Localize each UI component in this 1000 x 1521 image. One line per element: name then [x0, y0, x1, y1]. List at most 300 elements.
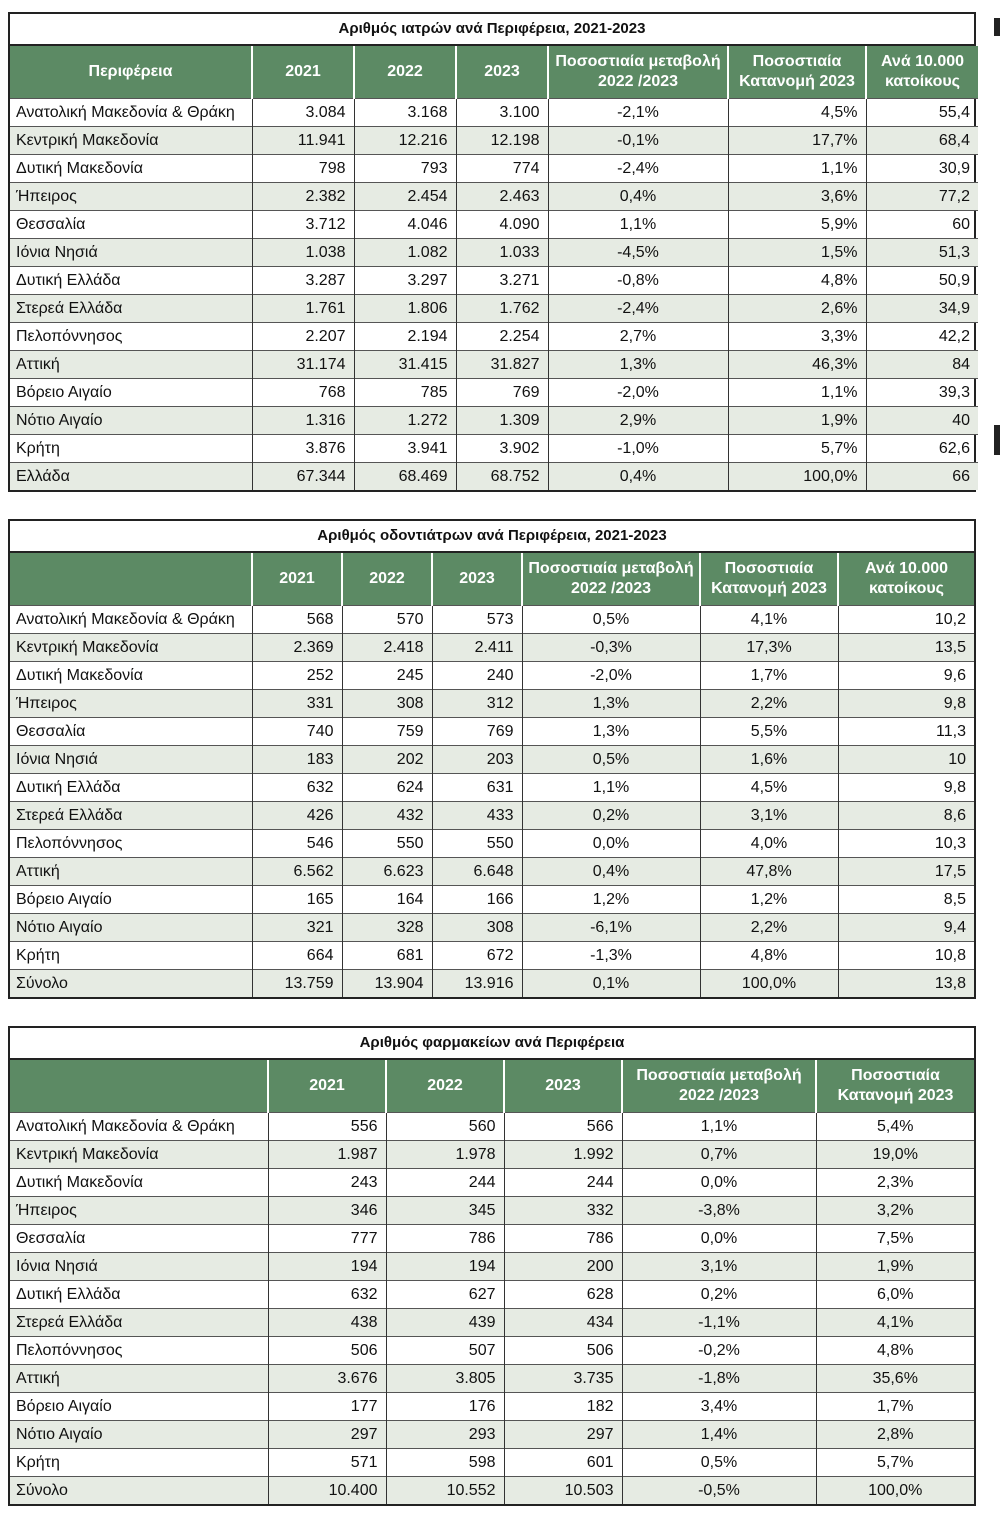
- value-cell: 2,3%: [816, 1169, 974, 1197]
- value-cell: 46,3%: [728, 351, 866, 379]
- region-name-cell: Σύνολο: [10, 970, 252, 998]
- value-cell: 1,3%: [548, 351, 728, 379]
- value-cell: -6,1%: [522, 914, 700, 942]
- column-header: 2022: [342, 553, 432, 606]
- column-header: Ποσοστιαία μεταβολή 2022 /2023: [622, 1060, 816, 1113]
- value-cell: 42,2: [866, 323, 978, 351]
- region-name-cell: Κρήτη: [10, 435, 252, 463]
- value-cell: 194: [386, 1253, 504, 1281]
- value-cell: 0,4%: [548, 183, 728, 211]
- dentists-grid: [10, 553, 974, 997]
- value-cell: 77,2: [866, 183, 978, 211]
- value-cell: 177: [268, 1393, 386, 1421]
- value-cell: 3,2%: [816, 1197, 974, 1225]
- value-cell: 2,9%: [548, 407, 728, 435]
- table-row: [10, 407, 978, 435]
- value-cell: 672: [432, 942, 522, 970]
- region-name-cell: Δυτική Μακεδονία: [10, 662, 252, 690]
- table-row: [10, 1253, 974, 1281]
- value-cell: 0,0%: [522, 830, 700, 858]
- value-cell: 3.876: [252, 435, 354, 463]
- value-cell: 13.759: [252, 970, 342, 998]
- value-cell: 631: [432, 774, 522, 802]
- value-cell: 17,7%: [728, 127, 866, 155]
- value-cell: 10.400: [268, 1477, 386, 1505]
- pharmacies-table: [8, 1026, 976, 1506]
- region-name-cell: Στερεά Ελλάδα: [10, 802, 252, 830]
- column-header: 2021: [268, 1060, 386, 1113]
- value-cell: 34,9: [866, 295, 978, 323]
- value-cell: 2,6%: [728, 295, 866, 323]
- table-row: [10, 886, 974, 914]
- value-cell: 345: [386, 1197, 504, 1225]
- table-row: [10, 435, 978, 463]
- value-cell: 560: [386, 1113, 504, 1141]
- region-name-cell: Βόρειο Αιγαίο: [10, 379, 252, 407]
- value-cell: 632: [252, 774, 342, 802]
- value-cell: 1.806: [354, 295, 456, 323]
- value-cell: 100,0%: [728, 463, 866, 491]
- value-cell: 1.316: [252, 407, 354, 435]
- region-name-cell: Πελοπόννησος: [10, 830, 252, 858]
- pharmacies-grid: [10, 1060, 974, 1504]
- column-header: 2023: [432, 553, 522, 606]
- value-cell: 0,4%: [548, 463, 728, 491]
- value-cell: 0,5%: [522, 746, 700, 774]
- value-cell: 1,5%: [728, 239, 866, 267]
- value-cell: 5,7%: [728, 435, 866, 463]
- table-row: [10, 323, 978, 351]
- value-cell: 506: [504, 1337, 622, 1365]
- value-cell: 8,6: [838, 802, 974, 830]
- value-cell: 556: [268, 1113, 386, 1141]
- value-cell: 3,6%: [728, 183, 866, 211]
- value-cell: -0,1%: [548, 127, 728, 155]
- value-cell: 628: [504, 1281, 622, 1309]
- value-cell: 328: [342, 914, 432, 942]
- table-row: [10, 746, 974, 774]
- value-cell: -2,4%: [548, 155, 728, 183]
- doctors-grid: [10, 46, 978, 490]
- value-cell: 252: [252, 662, 342, 690]
- value-cell: -1,3%: [522, 942, 700, 970]
- value-cell: 245: [342, 662, 432, 690]
- value-cell: 9,8: [838, 774, 974, 802]
- value-cell: 4,5%: [728, 99, 866, 127]
- table-row: [10, 351, 978, 379]
- region-name-cell: Βόρειο Αιγαίο: [10, 1393, 268, 1421]
- table-row: [10, 379, 978, 407]
- column-header: Ανά 10.000 κατοίκους: [838, 553, 974, 606]
- value-cell: 1,1%: [548, 211, 728, 239]
- region-name-cell: Ανατολική Μακεδονία & Θράκη: [10, 99, 252, 127]
- value-cell: 0,5%: [622, 1449, 816, 1477]
- pharmacies-table-title: Αριθμός φαρμακείων ανά Περιφέρεια: [10, 1028, 974, 1060]
- value-cell: 31.827: [456, 351, 548, 379]
- value-cell: 632: [268, 1281, 386, 1309]
- value-cell: 3.168: [354, 99, 456, 127]
- region-name-cell: Δυτική Μακεδονία: [10, 155, 252, 183]
- value-cell: 346: [268, 1197, 386, 1225]
- region-name-cell: Κρήτη: [10, 942, 252, 970]
- value-cell: 31.174: [252, 351, 354, 379]
- value-cell: 5,5%: [700, 718, 838, 746]
- table-row: [10, 1365, 974, 1393]
- value-cell: 165: [252, 886, 342, 914]
- value-cell: 769: [456, 379, 548, 407]
- value-cell: 1,7%: [816, 1393, 974, 1421]
- value-cell: -3,8%: [622, 1197, 816, 1225]
- value-cell: 293: [386, 1421, 504, 1449]
- region-name-cell: Νότιο Αιγαίο: [10, 914, 252, 942]
- value-cell: 60: [866, 211, 978, 239]
- table-row: [10, 774, 974, 802]
- value-cell: 244: [504, 1169, 622, 1197]
- value-cell: 5,9%: [728, 211, 866, 239]
- value-cell: 798: [252, 155, 354, 183]
- value-cell: 432: [342, 802, 432, 830]
- value-cell: 769: [432, 718, 522, 746]
- page-edge-mark: [994, 18, 1000, 36]
- table-row: [10, 1421, 974, 1449]
- value-cell: 19,0%: [816, 1141, 974, 1169]
- value-cell: 3.297: [354, 267, 456, 295]
- value-cell: 321: [252, 914, 342, 942]
- column-header: 2022: [354, 46, 456, 99]
- value-cell: 84: [866, 351, 978, 379]
- table-row: [10, 1449, 974, 1477]
- value-cell: 1,1%: [622, 1113, 816, 1141]
- dentists-table: [8, 519, 976, 999]
- value-cell: 2.207: [252, 323, 354, 351]
- region-name-cell: Στερεά Ελλάδα: [10, 295, 252, 323]
- table-row: [10, 606, 974, 634]
- value-cell: 202: [342, 746, 432, 774]
- value-cell: 183: [252, 746, 342, 774]
- column-header: Ποσοστιαία Κατανομή 2023: [700, 553, 838, 606]
- column-header: 2021: [252, 46, 354, 99]
- column-header: 2021: [252, 553, 342, 606]
- value-cell: 13.904: [342, 970, 432, 998]
- value-cell: 10.503: [504, 1477, 622, 1505]
- region-name-cell: Δυτική Ελλάδα: [10, 1281, 268, 1309]
- value-cell: 2.463: [456, 183, 548, 211]
- table-row: [10, 1113, 974, 1141]
- value-cell: 438: [268, 1309, 386, 1337]
- value-cell: 1,3%: [522, 690, 700, 718]
- value-cell: 4,1%: [816, 1309, 974, 1337]
- value-cell: 4.046: [354, 211, 456, 239]
- value-cell: 550: [342, 830, 432, 858]
- doctors-table-body: [10, 99, 978, 491]
- value-cell: 2.411: [432, 634, 522, 662]
- value-cell: 1.978: [386, 1141, 504, 1169]
- value-cell: 10: [838, 746, 974, 774]
- value-cell: 433: [432, 802, 522, 830]
- value-cell: -0,5%: [622, 1477, 816, 1505]
- value-cell: -1,0%: [548, 435, 728, 463]
- value-cell: 13,8: [838, 970, 974, 998]
- dentists-table-title: Αριθμός οδοντιάτρων ανά Περιφέρεια, 2021-2023: [10, 521, 974, 553]
- value-cell: 598: [386, 1449, 504, 1477]
- value-cell: 0,5%: [522, 606, 700, 634]
- dentists-table-body: [10, 606, 974, 998]
- value-cell: 30,9: [866, 155, 978, 183]
- value-cell: 571: [268, 1449, 386, 1477]
- value-cell: -0,3%: [522, 634, 700, 662]
- table-row: [10, 1225, 974, 1253]
- value-cell: -2,0%: [548, 379, 728, 407]
- value-cell: 50,9: [866, 267, 978, 295]
- region-name-cell: Σύνολο: [10, 1477, 268, 1505]
- value-cell: 4.090: [456, 211, 548, 239]
- value-cell: 51,3: [866, 239, 978, 267]
- value-cell: 1,2%: [522, 886, 700, 914]
- value-cell: 176: [386, 1393, 504, 1421]
- value-cell: 1,7%: [700, 662, 838, 690]
- value-cell: 434: [504, 1309, 622, 1337]
- value-cell: 768: [252, 379, 354, 407]
- value-cell: 244: [386, 1169, 504, 1197]
- value-cell: 785: [354, 379, 456, 407]
- value-cell: 9,6: [838, 662, 974, 690]
- value-cell: 5,7%: [816, 1449, 974, 1477]
- region-name-cell: Κεντρική Μακεδονία: [10, 1141, 268, 1169]
- value-cell: 8,5: [838, 886, 974, 914]
- value-cell: 1,4%: [622, 1421, 816, 1449]
- doctors-table-title: Αριθμός ιατρών ανά Περιφέρεια, 2021-2023: [10, 14, 974, 46]
- value-cell: 68,4: [866, 127, 978, 155]
- value-cell: 1.761: [252, 295, 354, 323]
- table-row: [10, 239, 978, 267]
- region-name-cell: Κεντρική Μακεδονία: [10, 634, 252, 662]
- value-cell: 0,2%: [622, 1281, 816, 1309]
- region-name-cell: Ελλάδα: [10, 463, 252, 491]
- value-cell: 331: [252, 690, 342, 718]
- value-cell: 1,9%: [728, 407, 866, 435]
- column-header: [10, 1060, 268, 1113]
- value-cell: 664: [252, 942, 342, 970]
- value-cell: 0,0%: [622, 1169, 816, 1197]
- value-cell: 6.648: [432, 858, 522, 886]
- region-name-cell: Δυτική Ελλάδα: [10, 267, 252, 295]
- table-row: [10, 970, 974, 998]
- value-cell: 573: [432, 606, 522, 634]
- value-cell: 624: [342, 774, 432, 802]
- value-cell: 100,0%: [816, 1477, 974, 1505]
- value-cell: 100,0%: [700, 970, 838, 998]
- value-cell: -4,5%: [548, 239, 728, 267]
- value-cell: 166: [432, 886, 522, 914]
- value-cell: 0,2%: [522, 802, 700, 830]
- table-row: [10, 802, 974, 830]
- value-cell: 1,3%: [522, 718, 700, 746]
- table-row: [10, 1197, 974, 1225]
- value-cell: 10,8: [838, 942, 974, 970]
- table-row: [10, 1141, 974, 1169]
- value-cell: 2.369: [252, 634, 342, 662]
- value-cell: 4,0%: [700, 830, 838, 858]
- pharmacies-table-body: [10, 1113, 974, 1505]
- region-name-cell: Ιόνια Νησιά: [10, 1253, 268, 1281]
- value-cell: 312: [432, 690, 522, 718]
- value-cell: 2,8%: [816, 1421, 974, 1449]
- value-cell: 12.216: [354, 127, 456, 155]
- table-row: [10, 718, 974, 746]
- table-row: [10, 662, 974, 690]
- value-cell: 3.712: [252, 211, 354, 239]
- value-cell: -2,0%: [522, 662, 700, 690]
- table-row: [10, 267, 978, 295]
- region-name-cell: Κρήτη: [10, 1449, 268, 1477]
- column-header: Ανά 10.000 κατοίκους: [866, 46, 978, 99]
- value-cell: 4,8%: [728, 267, 866, 295]
- value-cell: 2,7%: [548, 323, 728, 351]
- value-cell: 11,3: [838, 718, 974, 746]
- value-cell: 1.987: [268, 1141, 386, 1169]
- value-cell: 297: [504, 1421, 622, 1449]
- value-cell: 426: [252, 802, 342, 830]
- table-row: [10, 463, 978, 491]
- region-name-cell: Αττική: [10, 1365, 268, 1393]
- value-cell: 6.562: [252, 858, 342, 886]
- value-cell: 67.344: [252, 463, 354, 491]
- value-cell: 4,1%: [700, 606, 838, 634]
- value-cell: 17,3%: [700, 634, 838, 662]
- value-cell: 2.382: [252, 183, 354, 211]
- value-cell: 55,4: [866, 99, 978, 127]
- value-cell: 13.916: [432, 970, 522, 998]
- column-header: 2023: [456, 46, 548, 99]
- value-cell: 203: [432, 746, 522, 774]
- column-header: 2023: [504, 1060, 622, 1113]
- value-cell: 308: [342, 690, 432, 718]
- value-cell: 4,5%: [700, 774, 838, 802]
- region-name-cell: Ιόνια Νησιά: [10, 239, 252, 267]
- region-name-cell: Ανατολική Μακεδονία & Θράκη: [10, 1113, 268, 1141]
- value-cell: 1,1%: [728, 379, 866, 407]
- table-row: [10, 914, 974, 942]
- region-name-cell: Νότιο Αιγαίο: [10, 407, 252, 435]
- value-cell: 3,1%: [622, 1253, 816, 1281]
- value-cell: 759: [342, 718, 432, 746]
- region-name-cell: Ιόνια Νησιά: [10, 746, 252, 774]
- table-row: [10, 1169, 974, 1197]
- value-cell: 3.287: [252, 267, 354, 295]
- value-cell: 3,4%: [622, 1393, 816, 1421]
- region-name-cell: Θεσσαλία: [10, 1225, 268, 1253]
- table-row: [10, 858, 974, 886]
- table-row: [10, 211, 978, 239]
- value-cell: 786: [504, 1225, 622, 1253]
- region-name-cell: Θεσσαλία: [10, 211, 252, 239]
- value-cell: 194: [268, 1253, 386, 1281]
- value-cell: 9,8: [838, 690, 974, 718]
- value-cell: 6.623: [342, 858, 432, 886]
- value-cell: 308: [432, 914, 522, 942]
- value-cell: 566: [504, 1113, 622, 1141]
- value-cell: 182: [504, 1393, 622, 1421]
- value-cell: 3,1%: [700, 802, 838, 830]
- column-header: Ποσοστιαία Κατανομή 2023: [816, 1060, 974, 1113]
- value-cell: 1.082: [354, 239, 456, 267]
- value-cell: 332: [504, 1197, 622, 1225]
- column-header: Ποσοστιαία μεταβολή 2022 /2023: [548, 46, 728, 99]
- value-cell: 3.735: [504, 1365, 622, 1393]
- value-cell: -2,4%: [548, 295, 728, 323]
- value-cell: -0,2%: [622, 1337, 816, 1365]
- value-cell: -2,1%: [548, 99, 728, 127]
- value-cell: 4,8%: [816, 1337, 974, 1365]
- value-cell: 1.038: [252, 239, 354, 267]
- value-cell: 3.100: [456, 99, 548, 127]
- value-cell: 47,8%: [700, 858, 838, 886]
- value-cell: 550: [432, 830, 522, 858]
- value-cell: 793: [354, 155, 456, 183]
- region-name-cell: Στερεά Ελλάδα: [10, 1309, 268, 1337]
- table-row: [10, 127, 978, 155]
- region-name-cell: Αττική: [10, 351, 252, 379]
- value-cell: 1,9%: [816, 1253, 974, 1281]
- value-cell: 9,4: [838, 914, 974, 942]
- value-cell: 35,6%: [816, 1365, 974, 1393]
- doctors-header-row: [10, 46, 978, 99]
- value-cell: 297: [268, 1421, 386, 1449]
- value-cell: 3.902: [456, 435, 548, 463]
- value-cell: 627: [386, 1281, 504, 1309]
- value-cell: 3.271: [456, 267, 548, 295]
- table-row: [10, 1281, 974, 1309]
- value-cell: 777: [268, 1225, 386, 1253]
- value-cell: 786: [386, 1225, 504, 1253]
- column-header: [10, 553, 252, 606]
- value-cell: 11.941: [252, 127, 354, 155]
- value-cell: 507: [386, 1337, 504, 1365]
- value-cell: 2.194: [354, 323, 456, 351]
- dentists-header-row: [10, 553, 974, 606]
- value-cell: 774: [456, 155, 548, 183]
- value-cell: 31.415: [354, 351, 456, 379]
- table-row: [10, 1393, 974, 1421]
- pharmacies-header-row: [10, 1060, 974, 1113]
- value-cell: 10.552: [386, 1477, 504, 1505]
- value-cell: 3.084: [252, 99, 354, 127]
- region-name-cell: Ανατολική Μακεδονία & Θράκη: [10, 606, 252, 634]
- value-cell: 6,0%: [816, 1281, 974, 1309]
- value-cell: 10,3: [838, 830, 974, 858]
- region-name-cell: Δυτική Μακεδονία: [10, 1169, 268, 1197]
- value-cell: -0,8%: [548, 267, 728, 295]
- value-cell: 0,0%: [622, 1225, 816, 1253]
- region-name-cell: Πελοπόννησος: [10, 323, 252, 351]
- column-header: 2022: [386, 1060, 504, 1113]
- table-row: [10, 99, 978, 127]
- value-cell: 66: [866, 463, 978, 491]
- table-row: [10, 690, 974, 718]
- column-header: Περιφέρεια: [10, 46, 252, 99]
- value-cell: 10,2: [838, 606, 974, 634]
- value-cell: 740: [252, 718, 342, 746]
- value-cell: 1.272: [354, 407, 456, 435]
- value-cell: 243: [268, 1169, 386, 1197]
- value-cell: 570: [342, 606, 432, 634]
- region-name-cell: Δυτική Ελλάδα: [10, 774, 252, 802]
- value-cell: 1,1%: [728, 155, 866, 183]
- value-cell: 2,2%: [700, 914, 838, 942]
- value-cell: 506: [268, 1337, 386, 1365]
- value-cell: 439: [386, 1309, 504, 1337]
- value-cell: 68.752: [456, 463, 548, 491]
